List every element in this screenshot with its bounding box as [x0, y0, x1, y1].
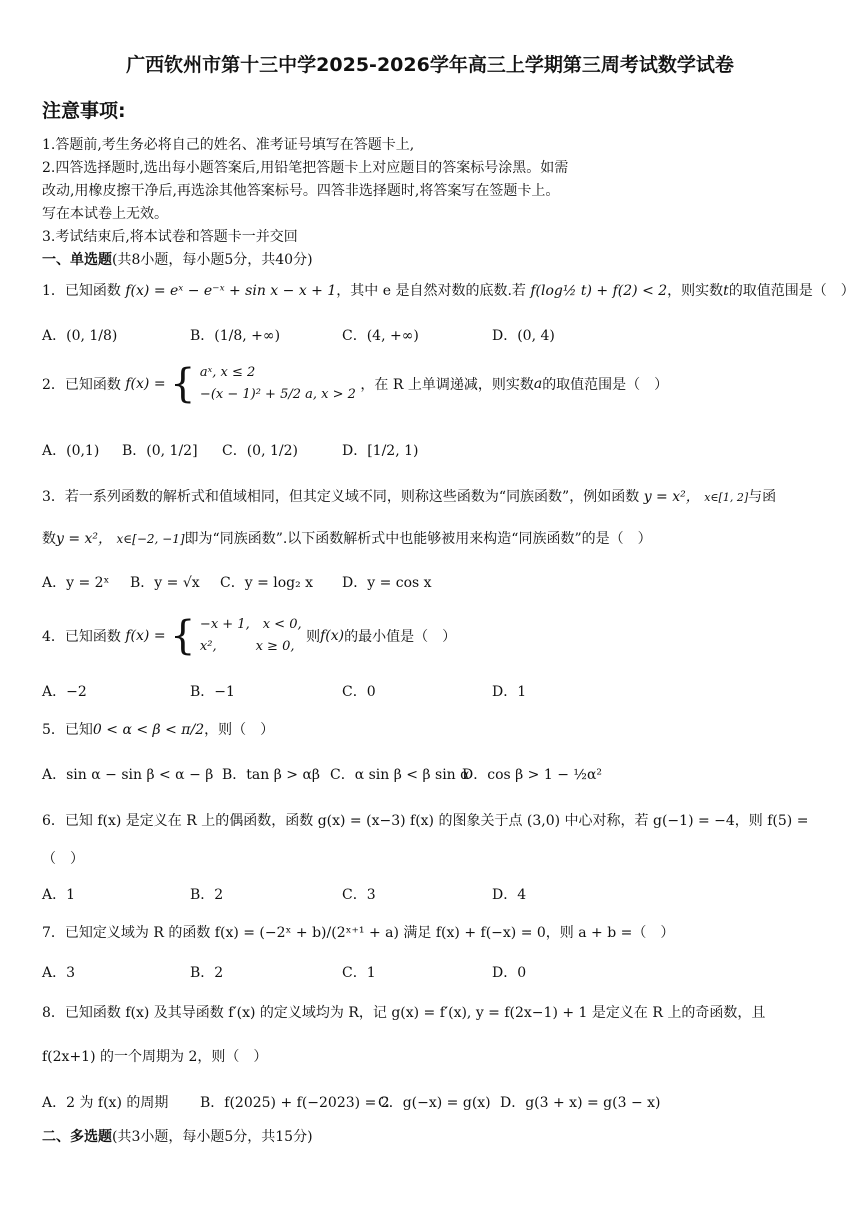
stem-text: 则 — [306, 629, 321, 645]
math-expr: x∈[1, 2] — [704, 491, 749, 504]
stem-text: ，在 R 上单调递减，则实数 — [360, 377, 534, 393]
brace: { — [170, 361, 196, 407]
section-info: (共3小题，每小题5分，共15分) — [112, 1129, 313, 1145]
section-info: (共8小题，每小题5分，共40分) — [112, 252, 313, 268]
option-c[interactable]: C．(4, +∞) — [342, 328, 419, 344]
option-b[interactable]: B．−1 — [190, 684, 235, 700]
stem-text: 数 — [42, 531, 56, 547]
option-d[interactable]: D．[1/2, 1) — [342, 443, 419, 459]
notice-line: 3.考试结束后,将本试卷和答题卡一并交回 — [42, 229, 298, 245]
option-c[interactable]: C．(0, 1/2) — [222, 443, 298, 459]
question-6-line-1: 6．已知 f(x) 是定义在 R 上的偶函数，函数 g(x) = (x−3) f(x) 的图象关于点 (3,0) 中心对称，若 g(−1) = −4，则 f(5) = — [42, 813, 809, 829]
option-b[interactable]: B．2 — [190, 887, 224, 903]
stem-text: 1．已知函数 — [42, 283, 121, 299]
question-8-line-1: 8．已知函数 f(x) 及其导函数 f′(x) 的定义域均为 R，记 g(x) = f′(x), y = f(2x−1) + 1 是定义在 R 上的奇函数，且 — [42, 1005, 766, 1021]
question-3-line-1 — [42, 486, 776, 506]
question-8-line-2: f(2x+1) 的一个周期为 2，则（ ） — [42, 1049, 268, 1065]
math-var: t — [723, 283, 729, 299]
stem-text: 与函 — [748, 489, 777, 505]
option-d[interactable]: D．4 — [492, 887, 527, 903]
option-a[interactable]: A．−2 — [42, 684, 87, 700]
notice-line: 写在本试卷上无效。 — [42, 206, 168, 222]
section-name: 二、多选题 — [42, 1129, 112, 1145]
option-b[interactable]: B．(1/8, +∞) — [190, 328, 281, 344]
option-a[interactable]: A．y = 2ˣ — [42, 575, 110, 591]
option-d[interactable]: D．cos β > 1 − ½α² — [462, 767, 603, 783]
notice-line: 改动,用橡皮擦干净后,再选涂其他答案标号。四答非选择题时,将答案写在签题卡上。 — [42, 183, 560, 199]
math-expr: f(x) = — [125, 628, 166, 644]
question-5-stem — [42, 719, 274, 739]
stem-text: 即为“同族函数”.以下函数解析式中也能够被用来构造“同族函数”的是（ ） — [184, 531, 652, 547]
option-a[interactable]: A．3 — [42, 965, 76, 981]
section-name: 一、单选题 — [42, 252, 112, 268]
notice-line: 2.四答选择题时,选出每小题答案后,用铅笔把答题卡上对应题目的答案标号涂黑。如需 — [42, 160, 569, 176]
case-2: x², x ≥ 0, — [199, 639, 295, 654]
math-expr: f(x) = — [125, 376, 166, 392]
stem-text: 5．已知 — [42, 722, 93, 738]
option-a[interactable]: A．1 — [42, 887, 76, 903]
case-1: −x + 1, x < 0, — [199, 617, 302, 632]
case-1: aˣ, x ≤ 2 — [199, 365, 256, 380]
question-2-stem — [42, 362, 668, 406]
question-4-stem — [42, 614, 456, 658]
option-d[interactable]: D．1 — [492, 684, 527, 700]
option-c[interactable]: C．3 — [342, 887, 376, 903]
option-b[interactable]: B．tan β > αβ — [222, 767, 320, 783]
section-multi-choice — [42, 1126, 313, 1146]
math-expr: f(x) = eˣ − e⁻ˣ + sin x − x + 1 — [125, 283, 337, 299]
exam-title: 广西钦州市第十三中学2025-2026学年高三上学期第三周考试数学试卷 — [126, 54, 734, 76]
option-a[interactable]: A．2 为 f(x) 的周期 — [42, 1095, 169, 1111]
option-c[interactable]: C．0 — [342, 684, 376, 700]
brace: { — [170, 613, 196, 659]
question-1-stem — [42, 280, 855, 300]
option-c[interactable]: C．α sin β < β sin α — [330, 767, 470, 783]
question-6-line-2: （ ） — [42, 851, 84, 867]
math-var: a — [533, 376, 543, 392]
math-expr: y = x²， — [56, 531, 113, 547]
notice-line: 1.答题前,考生务必将自己的姓名、准考证号填写在答题卡上, — [42, 137, 415, 153]
math-expr: x∈[−2, −1] — [116, 532, 185, 546]
case-2: −(x − 1)² + 5/2 a, x > 2 — [199, 387, 356, 402]
question-7-stem: 7．已知定义域为 R 的函数 f(x) = (−2ˣ + b)/(2ˣ⁺¹ + a) 满足 f(x) + f(−x) = 0，则 a + b =（ ） — [42, 925, 675, 941]
stem-text: 的取值范围是（ ） — [728, 283, 855, 299]
section-single-choice — [42, 249, 313, 269]
option-a[interactable]: A．sin α − sin β < α − β — [42, 767, 214, 783]
piecewise-cases — [200, 614, 302, 658]
option-c[interactable]: C．g(−x) = g(x) — [378, 1095, 491, 1111]
question-3-line-2 — [42, 528, 652, 548]
option-c[interactable]: C．y = log₂ x — [220, 575, 314, 591]
option-d[interactable]: D．(0, 4) — [492, 328, 555, 344]
math-expr: 0 < α < β < π/2 — [92, 722, 205, 738]
stem-text: 的取值范围是（ ） — [542, 377, 669, 393]
option-b[interactable]: B．2 — [190, 965, 224, 981]
option-b[interactable]: B．(0, 1/2] — [122, 443, 198, 459]
piecewise-cases — [200, 362, 356, 406]
math-expr: f(log½ t) + f(2) < 2 — [530, 283, 668, 299]
stem-text: 4．已知函数 — [42, 629, 121, 645]
option-b[interactable]: B．y = √x — [130, 575, 200, 591]
stem-text: ，其中 e 是自然对数的底数.若 — [336, 283, 526, 299]
option-c[interactable]: C．1 — [342, 965, 376, 981]
math-expr: f(x) — [320, 628, 345, 644]
option-d[interactable]: D．g(3 + x) = g(3 − x) — [500, 1095, 661, 1111]
stem-text: ，则实数 — [667, 283, 724, 299]
option-d[interactable]: D．0 — [492, 965, 527, 981]
option-a[interactable]: A．(0,1) — [42, 443, 100, 459]
math-expr: y = x²， — [643, 489, 700, 505]
stem-text: ，则（ ） — [204, 722, 275, 738]
option-b[interactable]: B．f(2025) + f(−2023) = 2 — [200, 1095, 390, 1111]
stem-text: 3．若一系列函数的解析式和值域相同，但其定义域不同，则称这些函数为“同族函数”，例如函数 — [42, 489, 640, 505]
stem-text: 2．已知函数 — [42, 377, 121, 393]
option-d[interactable]: D．y = cos x — [342, 575, 432, 591]
stem-text: 的最小值是（ ） — [344, 629, 457, 645]
notice-heading: 注意事项: — [42, 100, 126, 122]
option-a[interactable]: A．(0, 1/8) — [42, 328, 118, 344]
